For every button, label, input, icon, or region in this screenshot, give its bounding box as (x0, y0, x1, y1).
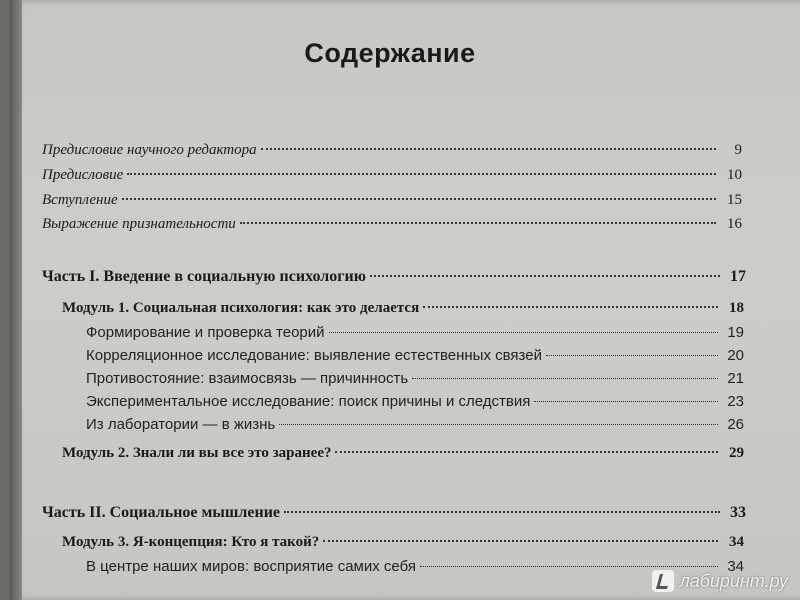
toc-entry-text: Модуль 3. Я-концепция: Кто я такой? (62, 534, 320, 550)
leader-dots (412, 378, 718, 379)
toc-entry-text: Модуль 1. Социальная психология: как это делается (62, 300, 420, 316)
labirint-logo-icon (652, 570, 674, 592)
toc-entry-introduction (42, 192, 742, 209)
page-binding-shadow (10, 0, 22, 600)
page-title: Содержание (304, 38, 476, 68)
toc-entry-text: Противостояние: взаимосвязь — причинность (86, 370, 409, 387)
labirint-watermark (652, 570, 788, 592)
toc-entry-text: Предисловие (42, 167, 124, 183)
toc-page-number: 9 (734, 142, 742, 158)
leader-dots (127, 173, 716, 175)
toc-entry-text: Вступление (42, 192, 118, 208)
toc-entry-preface (42, 167, 742, 184)
toc-page-number: 19 (727, 324, 744, 341)
toc-entry-text: Часть I. Введение в социальную психологию (42, 268, 366, 285)
toc-entry-text: Модуль 2. Знали ли вы все это заранее? (62, 445, 332, 461)
toc-module-3 (62, 534, 744, 551)
toc-page-number: 33 (730, 504, 746, 521)
toc-entry-text: Экспериментальное исследование: поиск причины и следствия (86, 393, 531, 410)
leader-dots (284, 511, 720, 513)
leader-dots (329, 332, 718, 333)
toc-entry-text: Предисловие научного редактора (42, 142, 257, 158)
toc-part-1 (42, 268, 746, 286)
toc-page-number: 20 (727, 347, 744, 364)
leader-dots (323, 540, 718, 542)
toc-entry-text: Формирование и проверка теорий (86, 324, 325, 341)
leader-dots (122, 198, 716, 200)
leader-dots (261, 148, 716, 150)
toc-page-number: 23 (727, 393, 744, 410)
toc-entry-editor-preface (42, 142, 742, 159)
toc-section (86, 347, 744, 364)
toc-part-2 (42, 504, 746, 522)
toc-page-number: 15 (727, 192, 742, 208)
leader-dots (534, 401, 718, 402)
toc-entry-text: Выражение признательности (42, 216, 236, 232)
toc-page-number: 34 (727, 558, 744, 575)
toc-page-number: 10 (727, 167, 742, 183)
toc-entry-acknowledgements (42, 216, 742, 233)
toc-entry-text: Часть II. Социальное мышление (42, 504, 281, 521)
toc-entry-text: В центре наших миров: восприятие самих себя (86, 558, 416, 575)
toc-page-number: 21 (727, 370, 744, 387)
toc-section (86, 558, 744, 575)
leader-dots (420, 566, 718, 567)
book-page (10, 0, 800, 600)
toc-section (86, 370, 744, 387)
toc-page-number: 16 (727, 216, 742, 232)
toc-section (86, 324, 744, 341)
toc-section (86, 416, 744, 433)
leader-dots (279, 424, 718, 425)
leader-dots (335, 451, 718, 453)
leader-dots (370, 275, 720, 277)
toc-page-number: 34 (729, 534, 744, 550)
toc-page-number: 17 (730, 268, 746, 285)
toc-entry-text: Корреляционное исследование: выявление естественных связей (86, 347, 542, 364)
toc-section (86, 393, 744, 410)
toc-page-number: 18 (729, 300, 744, 316)
toc-module-1 (62, 300, 744, 317)
leader-dots (546, 355, 718, 356)
leader-dots (423, 306, 718, 308)
toc-page-number: 26 (727, 416, 744, 433)
leader-dots (240, 222, 716, 224)
toc-entry-text: Из лаборатории — в жизнь (86, 416, 276, 433)
toc-page-number: 29 (729, 445, 744, 461)
toc-module-2 (62, 445, 744, 462)
watermark-text: лабиринт.ру (679, 570, 788, 591)
